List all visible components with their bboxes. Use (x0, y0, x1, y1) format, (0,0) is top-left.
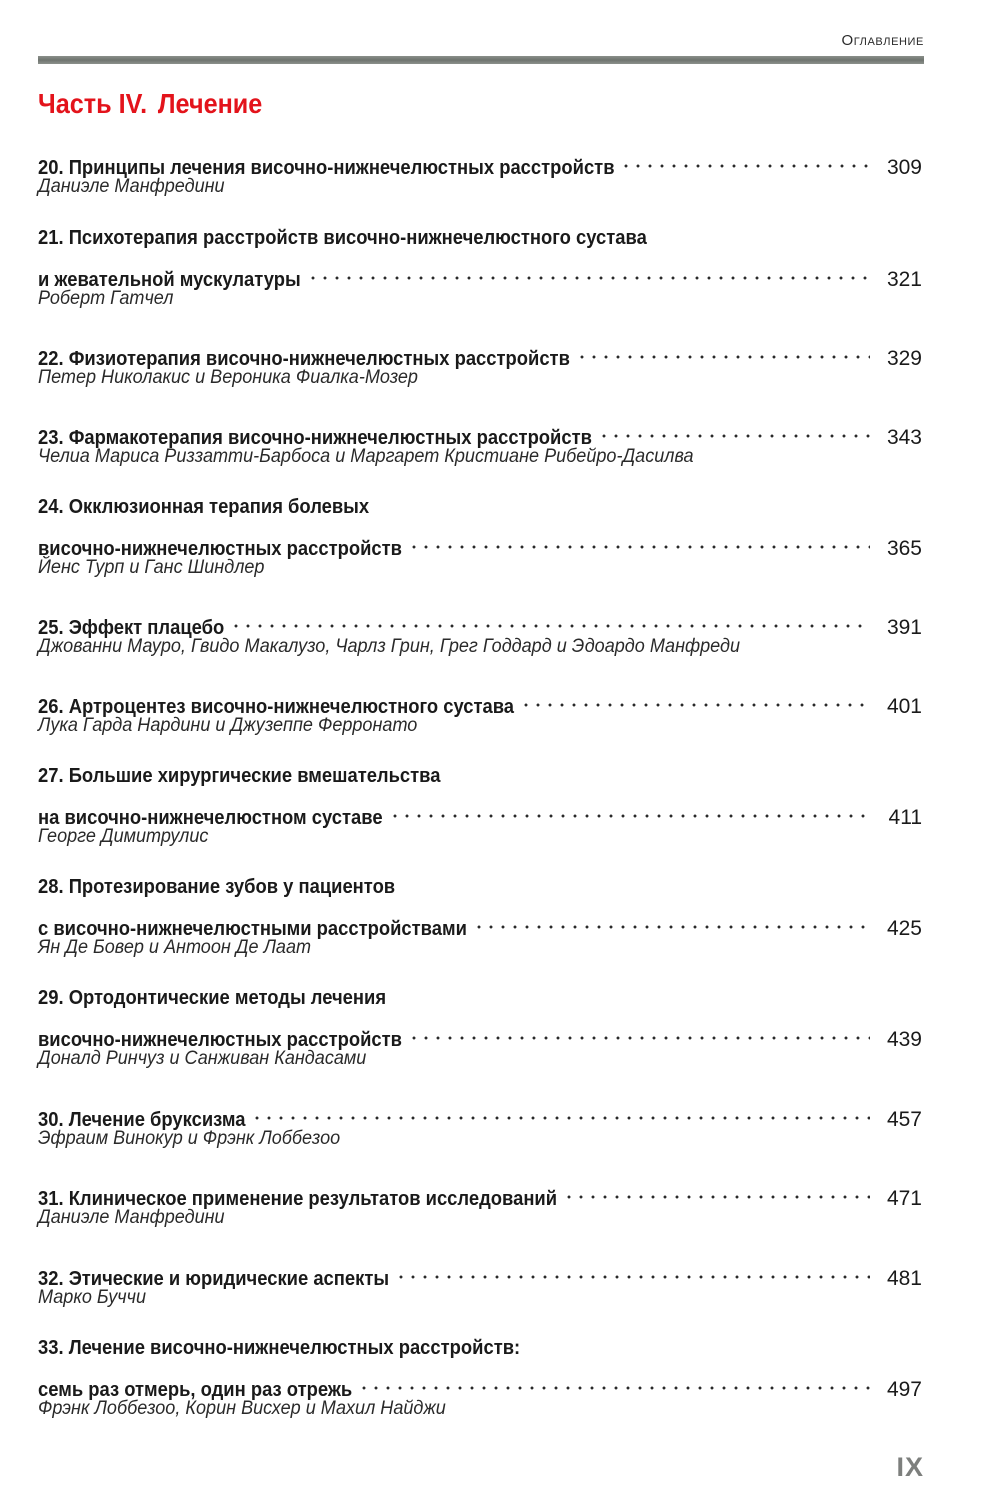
toc-entry[interactable] (38, 1332, 922, 1422)
toc-entry[interactable] (38, 1094, 922, 1152)
chapter-title: 27. Большие хирургические вмешательства (38, 765, 441, 787)
toc-entry[interactable] (38, 222, 922, 312)
chapter-title: 28. Протезирование зубов у пациентов (38, 876, 396, 898)
page-folio: IX (896, 1452, 924, 1482)
dot-leader (473, 903, 870, 935)
chapter-title: 21. Психотерапия расстройств височно-нижнечелюстного сустава (38, 227, 647, 249)
chapter-title: 31. Клиническое применение результатов исследований (38, 1188, 558, 1210)
toc-entry[interactable] (38, 333, 922, 391)
page-number: 457 (886, 1108, 922, 1131)
dot-leader (408, 523, 870, 555)
toc-entry-line (38, 602, 922, 639)
page-number: 329 (886, 347, 922, 370)
toc-entry-line (38, 1364, 922, 1401)
toc-entry[interactable] (38, 602, 922, 660)
chapter-title: с височно-нижнечелюстными расстройствами (38, 918, 467, 940)
dot-leader (395, 1253, 870, 1285)
toc-entry[interactable] (38, 491, 922, 581)
chapter-authors: Джованни Мауро, Гвидо Макалузо, Чарлз Грин, Грег Годдард и Эдоардо Манфреди (38, 636, 741, 657)
toc-entry[interactable] (38, 871, 922, 961)
page-number: 309 (886, 156, 922, 179)
toc-entry[interactable] (38, 681, 922, 739)
dot-leader (408, 1014, 870, 1046)
chapter-title: височно-нижнечелюстных расстройств (38, 538, 402, 560)
page-number: 343 (886, 426, 922, 449)
toc-entry[interactable] (38, 142, 922, 200)
toc-entry-line (38, 222, 922, 254)
page-number: 391 (886, 616, 922, 639)
chapter-title: 24. Окклюзионная терапия болевых (38, 496, 370, 518)
page-number: 401 (886, 695, 922, 718)
page-number: 365 (886, 537, 922, 560)
chapter-authors: Ян Де Бовер и Антоон Де Лаат (38, 937, 312, 958)
dot-leader (230, 602, 870, 634)
page-number: 321 (886, 268, 922, 291)
chapter-authors: Йенс Турп и Ганс Шиндлер (38, 557, 265, 578)
toc-entry-line (38, 142, 922, 179)
chapter-authors: Эфраим Винокур и Фрэнк Лоббезоо (38, 1128, 341, 1149)
toc-entry-line (38, 760, 922, 792)
toc-entry[interactable] (38, 760, 922, 850)
toc-entry-line (38, 871, 922, 903)
toc-entry[interactable] (38, 412, 922, 470)
part-name: Лечение (157, 88, 263, 119)
chapter-authors: Фрэнк Лоббезоо, Корин Висхер и Махил Найджи (38, 1398, 446, 1419)
dot-leader (563, 1173, 870, 1205)
part-title (38, 88, 262, 120)
dot-leader (307, 254, 870, 286)
toc-entry[interactable] (38, 982, 922, 1072)
chapter-title: 29. Ортодонтические методы лечения (38, 987, 387, 1009)
dot-leader (520, 681, 870, 713)
toc-entry-line (38, 792, 922, 829)
toc-entry-line (38, 1253, 922, 1290)
dot-leader (251, 1094, 870, 1126)
dot-leader (358, 1364, 870, 1396)
page-number: 425 (886, 917, 922, 940)
dot-leader (598, 412, 870, 444)
page-number: 411 (888, 806, 922, 829)
toc-entry[interactable] (38, 1253, 922, 1311)
dot-leader (620, 142, 870, 174)
page-number: 481 (886, 1267, 922, 1290)
toc-entry-line (38, 1094, 922, 1131)
chapter-authors: Роберт Гатчел (38, 288, 174, 309)
toc-entry-line (38, 1332, 922, 1364)
running-head: Оглавление (841, 32, 924, 49)
chapter-title: 22. Физиотерапия височно-нижнечелюстных расстройств (38, 348, 570, 370)
chapter-title: 26. Артроцентез височно-нижнечелюстного сустава (38, 696, 515, 718)
header-rule (38, 56, 924, 64)
chapter-authors: Челиа Мариса Риззатти-Барбоса и Маргарет Кристиане Рибейро-Дасилва (38, 446, 694, 467)
chapter-title: 20. Принципы лечения височно-нижнечелюстных расстройств (38, 157, 615, 179)
chapter-title: височно-нижнечелюстных расстройств (38, 1029, 402, 1051)
toc-entry-line (38, 681, 922, 718)
page-number: 497 (886, 1378, 922, 1401)
part-number: Часть IV. (38, 88, 148, 119)
chapter-title: 32. Этические и юридические аспекты (38, 1268, 390, 1290)
page-number: 471 (886, 1187, 922, 1210)
chapter-title: 23. Фармакотерапия височно-нижнечелюстных расстройств (38, 427, 592, 449)
chapter-title: 25. Эффект плацебо (38, 617, 225, 639)
toc-entry-line (38, 412, 922, 449)
toc-entry-line (38, 1173, 922, 1210)
chapter-authors: Даниэле Манфредини (38, 1207, 225, 1228)
toc-entry-line (38, 903, 922, 940)
chapter-title: 33. Лечение височно-нижнечелюстных расстройств: (38, 1337, 521, 1359)
page-number: 439 (886, 1028, 922, 1051)
dot-leader (576, 333, 870, 365)
toc-entry-line (38, 491, 922, 523)
chapter-title: на височно-нижнечелюстном суставе (38, 807, 383, 829)
chapter-title: и жевательной мускулатуры (38, 269, 301, 291)
dot-leader (389, 792, 870, 824)
toc-entry-line (38, 333, 922, 370)
toc-entry[interactable] (38, 1173, 922, 1231)
chapter-authors: Доналд Ринчуз и Санживан Кандасами (38, 1048, 367, 1069)
chapter-authors: Лука Гарда Нардини и Джузеппе Ферронато (38, 715, 418, 736)
toc-entry-line (38, 254, 922, 291)
chapter-title: семь раз отмерь, один раз отрежь (38, 1379, 353, 1401)
toc-entry-line (38, 1014, 922, 1051)
chapter-authors: Марко Буччи (38, 1287, 147, 1308)
chapter-authors: Даниэле Манфредини (38, 176, 225, 197)
chapter-title: 30. Лечение бруксизма (38, 1109, 246, 1131)
chapter-authors: Петер Николакис и Вероника Фиалка-Мозер (38, 367, 418, 388)
chapter-authors: Георге Димитрулис (38, 826, 209, 847)
toc-entry-line (38, 982, 922, 1014)
toc-entry-line (38, 523, 922, 560)
